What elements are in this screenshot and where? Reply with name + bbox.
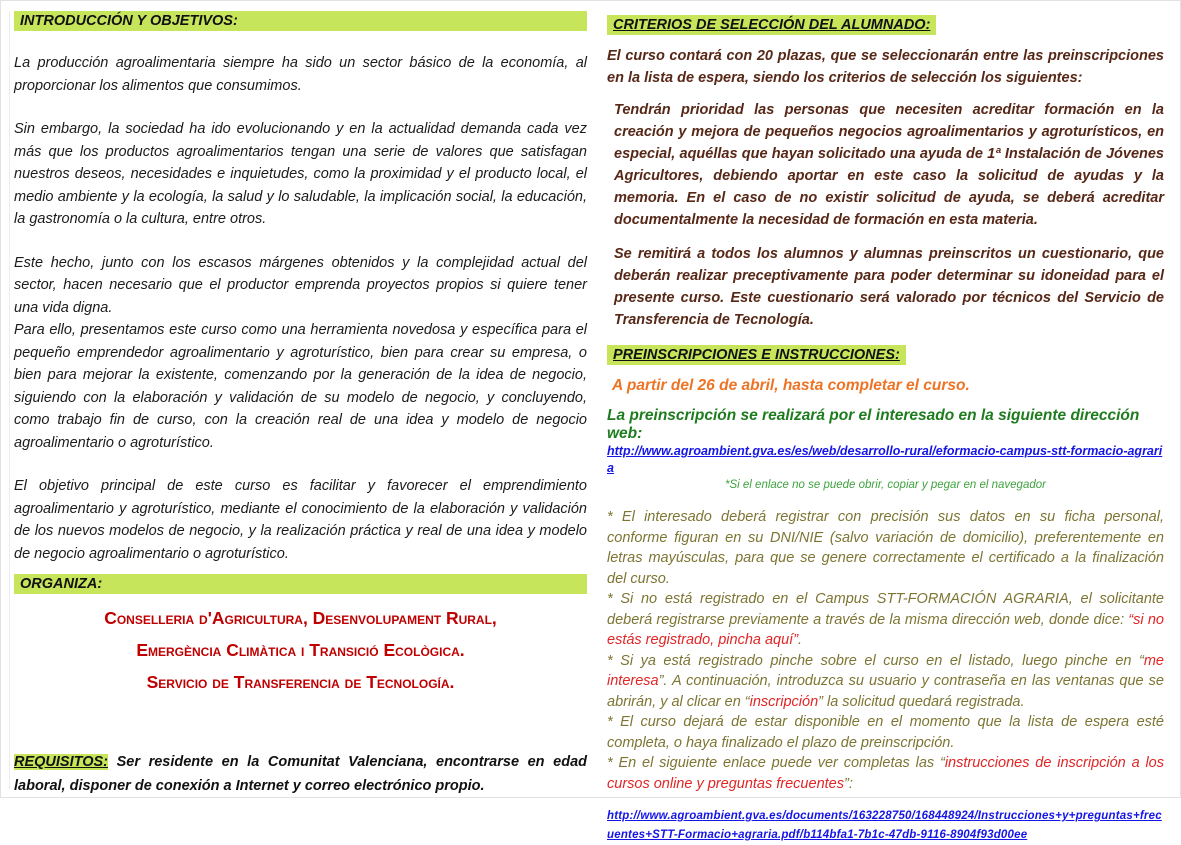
instructions-list xyxy=(607,507,1164,794)
bullet-5-text: * En el siguiente enlace puede ver completas las “ xyxy=(607,755,945,771)
instructions-pdf-link[interactable]: http://www.agroambient.gva.es/documents/163228750/168448924/Instrucciones+y+preguntas+frecuentes+STT-Formacio+agraria.pdf/b114bfa1-7b1c-47db-9116-8904f93d00ee xyxy=(607,810,1162,841)
preinscripciones-heading: PREINSCRIPCIONES E INSTRUCCIONES: xyxy=(607,345,906,365)
instruction-bullet-1: * El interesado deberá registrar con precisión sus datos en su ficha personal, conforme figuran en su DNI/NIE (salvo variación de domicilio), preferentemente en letras mayúsculas, para que se genere correctamente el certificado a la finalización del curso. xyxy=(607,509,1164,587)
intro-paragraph-1: La producción agroalimentaria siempre ha sido un sector básico de la economía, al proporcionar los alimentos que consumimos. xyxy=(14,55,587,94)
preinscripciones-heading-row xyxy=(607,345,1164,365)
organizer-line-1: Conselleria d'Agricultura, Desenvolupament Rural, xyxy=(104,608,497,628)
instruction-bullet-5 xyxy=(607,753,1164,794)
organizer-line-3: Servicio de Transferencia de Tecnología. xyxy=(146,671,455,692)
right-column xyxy=(607,11,1164,841)
requisitos-text: Ser residente en la Comunitat Valenciana, encontrarse en edad laboral, disponer de conexión a Internet y correo electrónico propio. xyxy=(14,753,587,794)
instruction-bullet-2 xyxy=(607,589,1164,651)
link-fallback-note: *Si el enlace no se puede obrir, copiar y pegar en el navegador xyxy=(725,479,1046,491)
bullet-3-end: ” la solicitud quedará registrada. xyxy=(818,693,1025,710)
bullet-2-end: . xyxy=(798,632,803,648)
web-address-intro-line: La preinscripción se realizará por el interesado en la siguiente dirección web: xyxy=(607,407,1140,442)
intro-paragraph-2: Sin embargo, la sociedad ha ido evolucionando y en la actualidad demanda cada vez más que los productos agroalimentarios tengan una serie de valores que satisfagan nuestros deseos, necesidades e inquietudes, como la proximidad y el producto local, el medio ambiente y la ecología, la salud y lo saludable, la implicación social, la educación, la gastronomía o la cultura, entre otros. xyxy=(14,121,587,227)
organizer-line-2: Emergència Climàtica i Transició Ecològica. xyxy=(136,639,465,660)
intro-paragraph-3: Este hecho, junto con los escasos márgenes obtenidos y la complejidad actual del sector, hacen necesario que el productor emprenda proyectos propios si quiere tener una vida digna. xyxy=(14,254,587,316)
bullet-3-inscripcion-phrase: inscripción xyxy=(749,693,819,710)
bullet-3-middle-text: ”. A continuación, introduzca su usuario y contraseña en las ventanas que se abrirán, y al clicar en “ xyxy=(607,673,1164,710)
criterios-paragraph-1: El curso contará con 20 plazas, que se seleccionarán entre las preinscripciones en la lista de espera, siendo los criterios de selección los siguientes: xyxy=(607,48,1164,86)
bullet-3-text: * Si ya está registrado pinche sobre el curso en el listado, luego pinche en “ xyxy=(607,652,1144,669)
criterios-heading: CRITERIOS DE SELECCIÓN DEL ALUMNADO: xyxy=(607,15,936,35)
criterios-heading-row xyxy=(607,15,1164,35)
start-date-line: A partir del 26 de abril, hasta completar el curso. xyxy=(612,377,970,394)
instruction-bullet-4: * El curso dejará de estar disponible en el momento que la lista de espera esté completa, o haya finalizado el plazo de preinscripción. xyxy=(607,714,1164,751)
left-column xyxy=(9,11,587,794)
bullet-2-highlighted-phrase: “si no estás registrado, pincha aquí” xyxy=(607,611,1164,648)
organiza-heading: ORGANIZA: xyxy=(14,574,587,594)
criterios-paragraph-2: Tendrán prioridad las personas que necesiten acreditar formación en la creación y mejora de pequeños negocios agroalimentarios y agroturísticos, en especial, aquéllas que hayan solicitado una ayuda de 1ª Instalación de Jóvenes Agricultores, debiendo aportar en este caso la solicitud de ayudas y la memoria. En el caso de no existir solicitud de ayuda, se deberá acreditar documentalmente la necesidad de formación en esta materia. xyxy=(614,102,1164,228)
bullet-3-me-interesa-phrase: me interesa xyxy=(607,652,1164,689)
requisitos-paragraph xyxy=(14,750,587,798)
preinscription-link[interactable]: http://www.agroambient.gva.es/es/web/desarrollo-rural/eformacio-campus-stt-formacio-agraria xyxy=(607,444,1163,475)
bullet-5-instructions-phrase: instrucciones de inscripción a los cursos online y preguntas frecuentes xyxy=(607,755,1164,792)
criterios-paragraph-3: Se remitirá a todos los alumnos y alumnas preinscritos un cuestionario, que deberán realizar preceptivamente para poder determinar su idoneidad para el presente curso. Este cuestionario será valorado por técnicos del Servicio de Transferencia de Tecnología. xyxy=(614,246,1164,328)
course-flyer-page xyxy=(1,1,1180,841)
bullet-5-end: ”: xyxy=(843,775,853,792)
intro-paragraph-5: El objetivo principal de este curso es facilitar y favorecer el emprendimiento agroalimentario y agroturístico, mediante el conocimiento de la elaboración y validación de los nuevos modelos de negocio, y la realización práctica y real de una idea y modelo de negocio agroalimentario o agroturístico. xyxy=(14,478,587,562)
intro-paragraph-4: Para ello, presentamos este curso como una herramienta novedosa y específica para el pequeño emprendedor agroalimentario y agroturístico, bien para crear su empresa, o bien para mejorar la existente, comenzando por la generación de la idea de negocio, siguiendo con la elaboración y validación de su modelo de negocio, y concluyendo, como trabajo fin de curso, con la creación real de una idea y modelo de negocio agroalimentario o agroturístico. xyxy=(14,322,587,451)
instruction-bullet-3 xyxy=(607,651,1164,713)
intro-objetivos-heading: INTRODUCCIÓN Y OBJETIVOS: xyxy=(14,11,587,31)
requisitos-label: REQUISITOS: xyxy=(14,753,108,770)
bullet-2-text: * Si no está registrado en el Campus STT-FORMACIÓN AGRARIA, el solicitante deberá registrarse previamente a través de la misma dirección web, donde dice: xyxy=(607,591,1164,628)
organizer-block xyxy=(14,608,587,694)
